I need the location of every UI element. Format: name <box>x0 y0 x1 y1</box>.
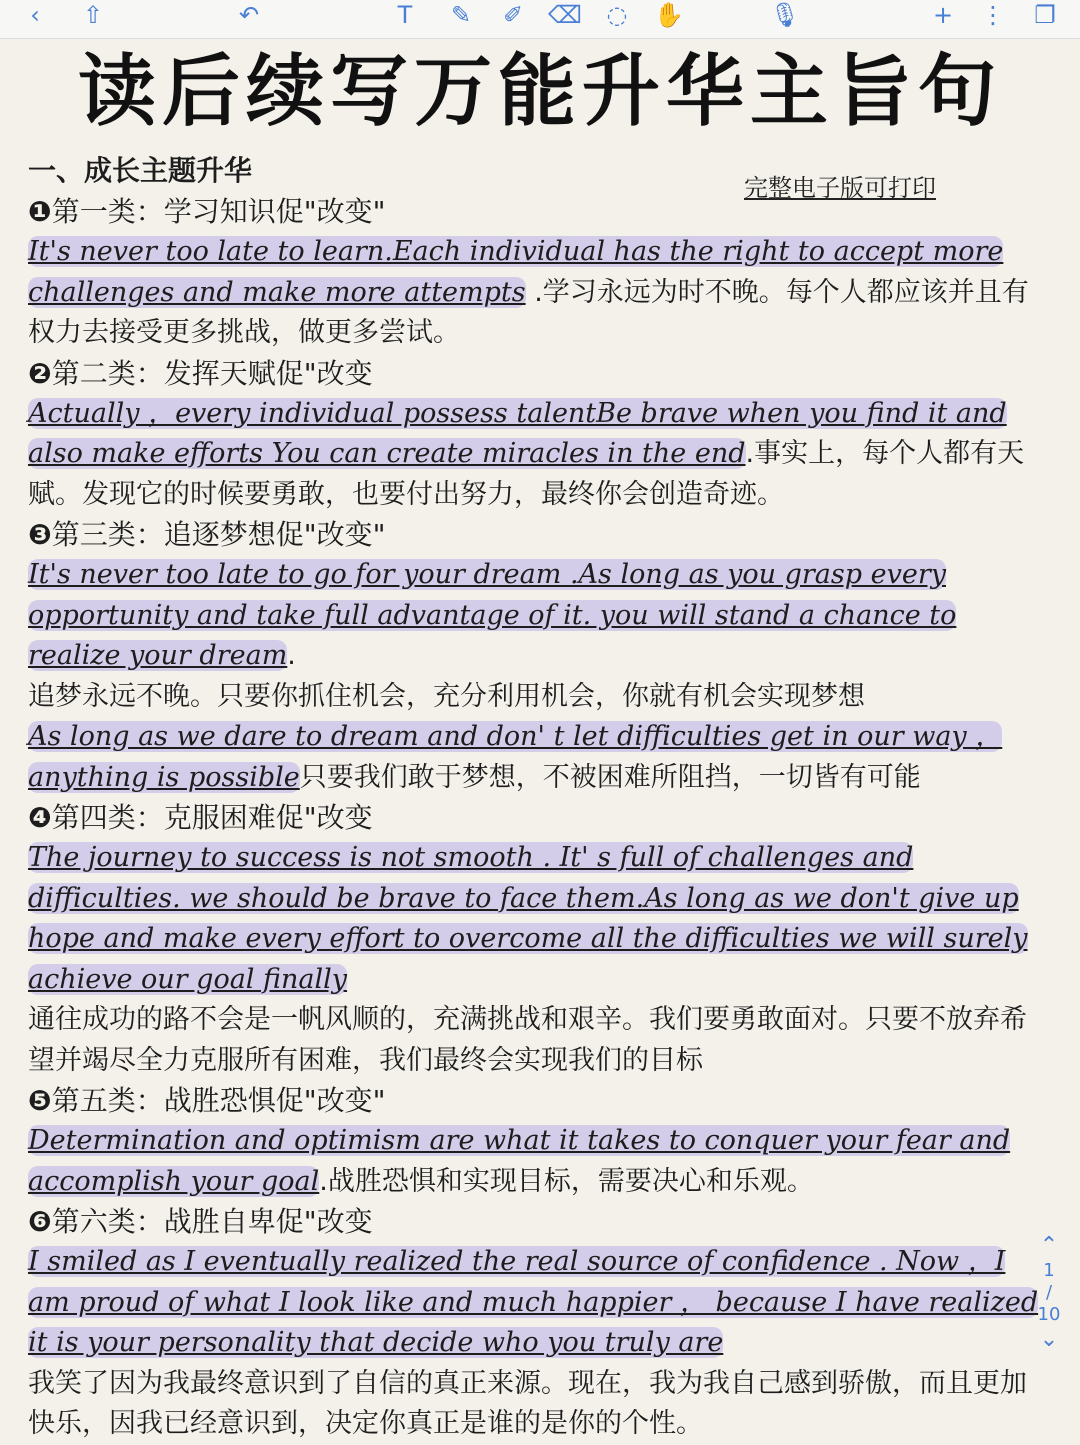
more-icon[interactable]: ⋮ <box>981 1 1005 29</box>
chinese-translation: .战胜恐惧和实现目标，需要决心和乐观。 <box>319 1165 814 1197</box>
category-heading <box>28 354 1048 394</box>
paragraph <box>28 677 1048 718</box>
category-number: ❺ <box>28 1084 52 1117</box>
pencil-icon[interactable]: ✎ <box>450 1 472 29</box>
category-heading <box>28 1081 1048 1121</box>
toolbar <box>0 0 1080 39</box>
paragraph <box>28 1121 1048 1202</box>
page-down-icon[interactable]: ⌄ <box>1039 1327 1059 1352</box>
page-separator: / <box>1045 1282 1053 1303</box>
category-number: ❸ <box>28 518 52 551</box>
category-number: ❹ <box>28 801 52 834</box>
category-title: 第二类：发挥天赋促"改变 <box>51 356 373 390</box>
category-heading <box>28 192 1048 232</box>
microphone-icon[interactable]: 🎙 <box>769 1 801 29</box>
chinese-translation: 我笑了因为我最终意识到了自信的真正来源。现在，我为我自己感到骄傲，而且更加快乐，因我已经意识到，决定你真正是谁的是你的个性。 <box>28 1367 1027 1439</box>
paragraph <box>28 838 1048 1000</box>
hand-icon[interactable]: ✋ <box>654 1 684 29</box>
category-title: 第五类：战胜恐惧促"改变" <box>51 1084 386 1117</box>
back-icon[interactable]: ‹ <box>30 1 40 29</box>
page-up-icon[interactable]: ⌃ <box>1039 1233 1059 1258</box>
category-heading <box>28 798 1048 838</box>
chinese-translation: . <box>287 640 296 671</box>
english-sentence: It's never too late to go for your dream .As long as you grasp every opportunity and take full advantage of it. you will stand a chance to realize your dream <box>28 559 957 671</box>
chinese-translation: 追梦永远不晚。只要你抓住机会，充分利用机会，你就有机会实现梦想 <box>28 680 865 712</box>
category-number: ❷ <box>28 356 52 390</box>
highlighter-icon[interactable]: ✐ <box>502 1 524 29</box>
paragraph <box>28 394 1048 516</box>
print-version-link[interactable]: 完整电子版可打印 <box>744 174 936 202</box>
category-title: 第六类：战胜自卑促"改变 <box>51 1205 373 1238</box>
pages-icon[interactable]: ❐ <box>1034 1 1056 29</box>
chinese-translation: 通往成功的路不会是一帆风顺的，充满挑战和艰辛。我们要勇敢面对。只要不放弃希望并竭尽全力克服所有困难，我们最终会实现我们的目标 <box>28 1004 1027 1076</box>
chinese-translation: .事实上，每个人都有天赋。发现它的时候要勇敢，也要付出努力，最终你会创造奇迹。 <box>28 438 1025 510</box>
page-title: 读后续写万能升华主旨句 <box>77 46 1002 137</box>
paragraph <box>28 1364 1048 1445</box>
eraser-icon[interactable]: ⌫ <box>548 1 582 29</box>
share-icon[interactable]: ⇧ <box>82 1 104 29</box>
paragraph <box>28 717 1048 798</box>
page-total: 10 <box>1037 1304 1061 1325</box>
category-heading <box>28 515 1048 555</box>
english-sentence: It's never too late to learn.Each individual has the right to accept more challenges and make more attempts <box>28 236 1004 308</box>
category-number: ❻ <box>28 1205 52 1238</box>
category-title: 第一类：学习知识促"改变" <box>51 195 386 228</box>
document-content <box>28 150 1048 1445</box>
english-sentence: I smiled as I eventually realized the real source of confidence . Now ，I am proud of what I look like and much happier ， because I have realized it is your personality that decide who you truly are <box>28 1246 1039 1358</box>
paragraph <box>28 555 1048 677</box>
paragraph <box>28 1242 1048 1364</box>
category-heading <box>28 1202 1048 1242</box>
english-sentence: The journey to success is not smooth . It' s full of challenges and difficulties. we should be brave to face them.As long as we don't give up hope and make every effort to overcome all the difficulties we will surely achieve our goal finally <box>28 842 1028 995</box>
text-tool-icon[interactable]: T <box>397 1 413 29</box>
undo-icon[interactable]: ↶ <box>238 1 260 29</box>
lasso-icon[interactable]: ◌ <box>606 1 628 29</box>
section-heading: 一、成长主题升华 <box>28 154 253 187</box>
paragraph <box>28 232 1048 354</box>
english-sentence: Actually ，every individual possess talentBe brave when you find it and also make efforts You can create miracles in the end <box>28 397 1007 469</box>
chinese-translation: 只要我们敢于梦想，不被困难所阻挡，一切皆有可能 <box>299 761 921 793</box>
add-icon[interactable]: + <box>932 1 954 29</box>
paragraph <box>28 1000 1048 1081</box>
english-sentence: As long as we dare to dream and don' t let difficulties get in our way ，anything is possible <box>28 721 1003 793</box>
page-indicator <box>1026 1232 1072 1354</box>
item-list <box>28 192 1048 1445</box>
page-current: 1 <box>1043 1260 1055 1281</box>
english-sentence: Determination and optimism are what it takes to conquer your fear and accomplish your goal <box>28 1125 1011 1197</box>
category-title: 第四类：克服困难促"改变 <box>51 801 373 834</box>
category-number: ❶ <box>28 195 52 228</box>
category-title: 第三类：追逐梦想促"改变" <box>51 518 386 551</box>
chinese-translation: .学习永远为时不晚。每个人都应该并且有权力去接受更多挑战，做更多尝试。 <box>28 276 1029 348</box>
